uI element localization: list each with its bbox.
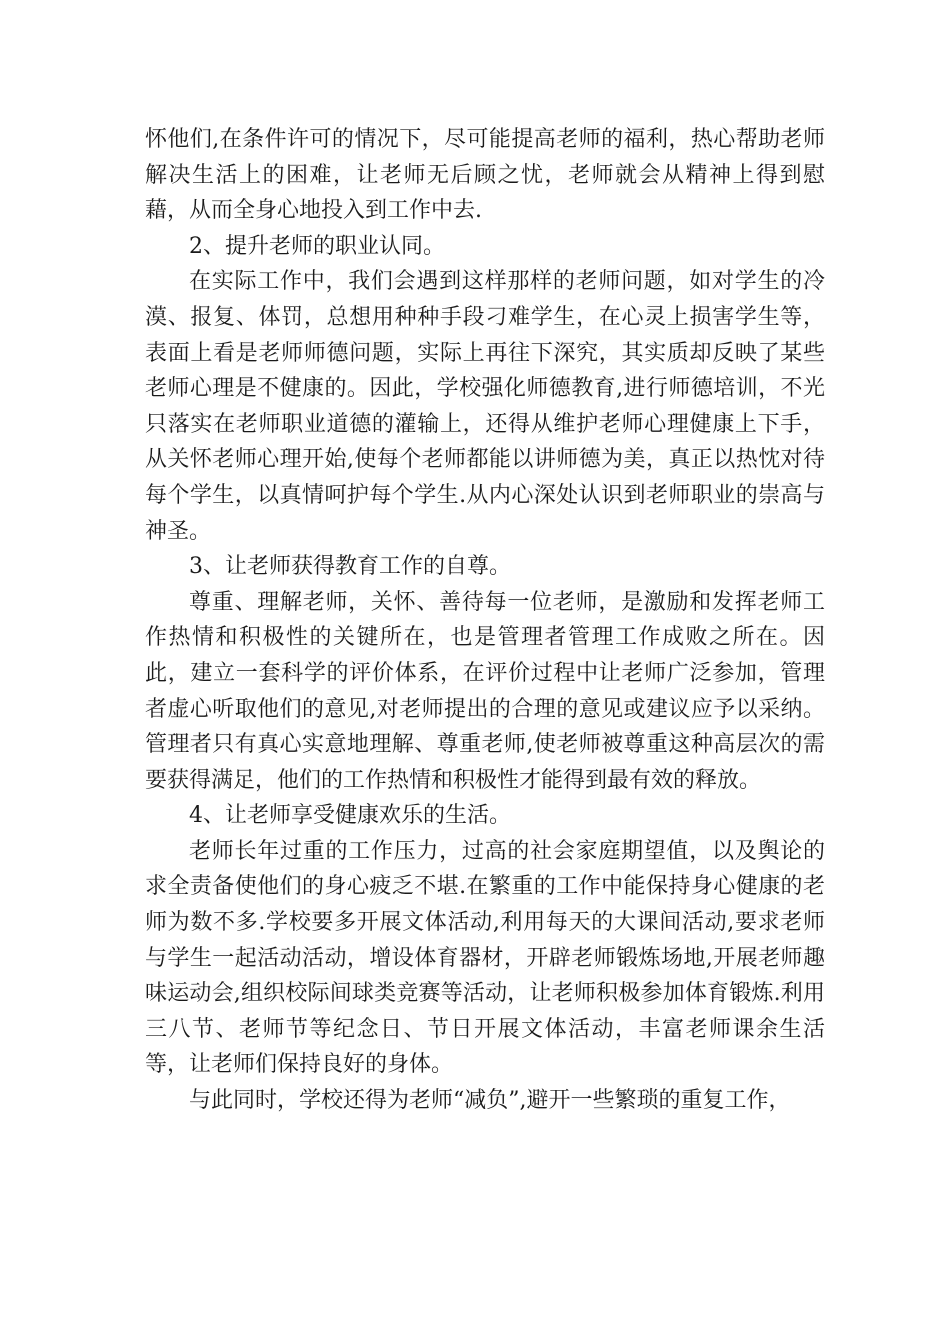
section-heading-3: 3、让老师获得教育工作的自尊。 (189, 554, 511, 580)
section-heading-4: 4、让老师享受健康欢乐的生活。 (189, 803, 511, 829)
paragraph-healthy-life: 老师长年过重的工作压力，过高的社会家庭期望值，以及舆论的求全责备使他们的身心疲乏不堪.在繁重的工作中能保持身心健康的老师为数不多.学校要多开展文体活动,利用每天的大课间活动,要求老师与学生一起活动活动，增设体育器材，开辟老师锻炼场地,开展老师趣味运动会,组织校际间球类竞赛等活动，让老师积极参加体育锻炼.利用三八节、老师节等纪念日、节日开展文体活动，丰富老师课余生活等，让老师们保持良好的身体。 (145, 838, 825, 1078)
section-heading-2: 2、提升老师的职业认同。 (189, 233, 445, 259)
paragraph-reduce-burden: 与此同时，学校还得为老师“减负”,避开一些繁琐的重复工作， (189, 1088, 791, 1114)
document-page (145, 122, 825, 1119)
paragraph-continuation: 怀他们,在条件许可的情况下，尽可能提高老师的福利，热心帮助老师解决生活上的困难，让老师无后顾之忧，老师就会从精神上得到慰藉，从而全身心地投入到工作中去. (145, 127, 825, 224)
paragraph-professional-identity: 在实际工作中，我们会遇到这样那样的老师问题，如对学生的冷漠、报复、体罚，总想用种种手段刁难学生，在心灵上损害学生等，表面上看是老师师德问题，实际上再往下深究，其实质却反映了某些老师心理是不健康的。因此，学校强化师德教育,进行师德培训，不光只落实在老师职业道德的灌输上，还得从维护老师心理健康上下手，从关怀老师心理开始,使每个老师都能以讲师德为美，真正以热忱对待每个学生，以真情呵护每个学生.从内心深处认识到老师职业的崇高与神圣。 (145, 269, 825, 544)
paragraph-self-respect: 尊重、理解老师，关怀、善待每一位老师，是激励和发挥老师工作热情和积极性的关键所在，也是管理者管理工作成败之所在。因此，建立一套科学的评价体系，在评价过程中让老师广泛参加，管理者虚心听取他们的意见,对老师提出的合理的意见或建议应予以采纳。管理者只有真心实意地理解、尊重老师,使老师被尊重这种高层次的需要获得满足，他们的工作热情和积极性才能得到最有效的释放。 (145, 589, 825, 793)
